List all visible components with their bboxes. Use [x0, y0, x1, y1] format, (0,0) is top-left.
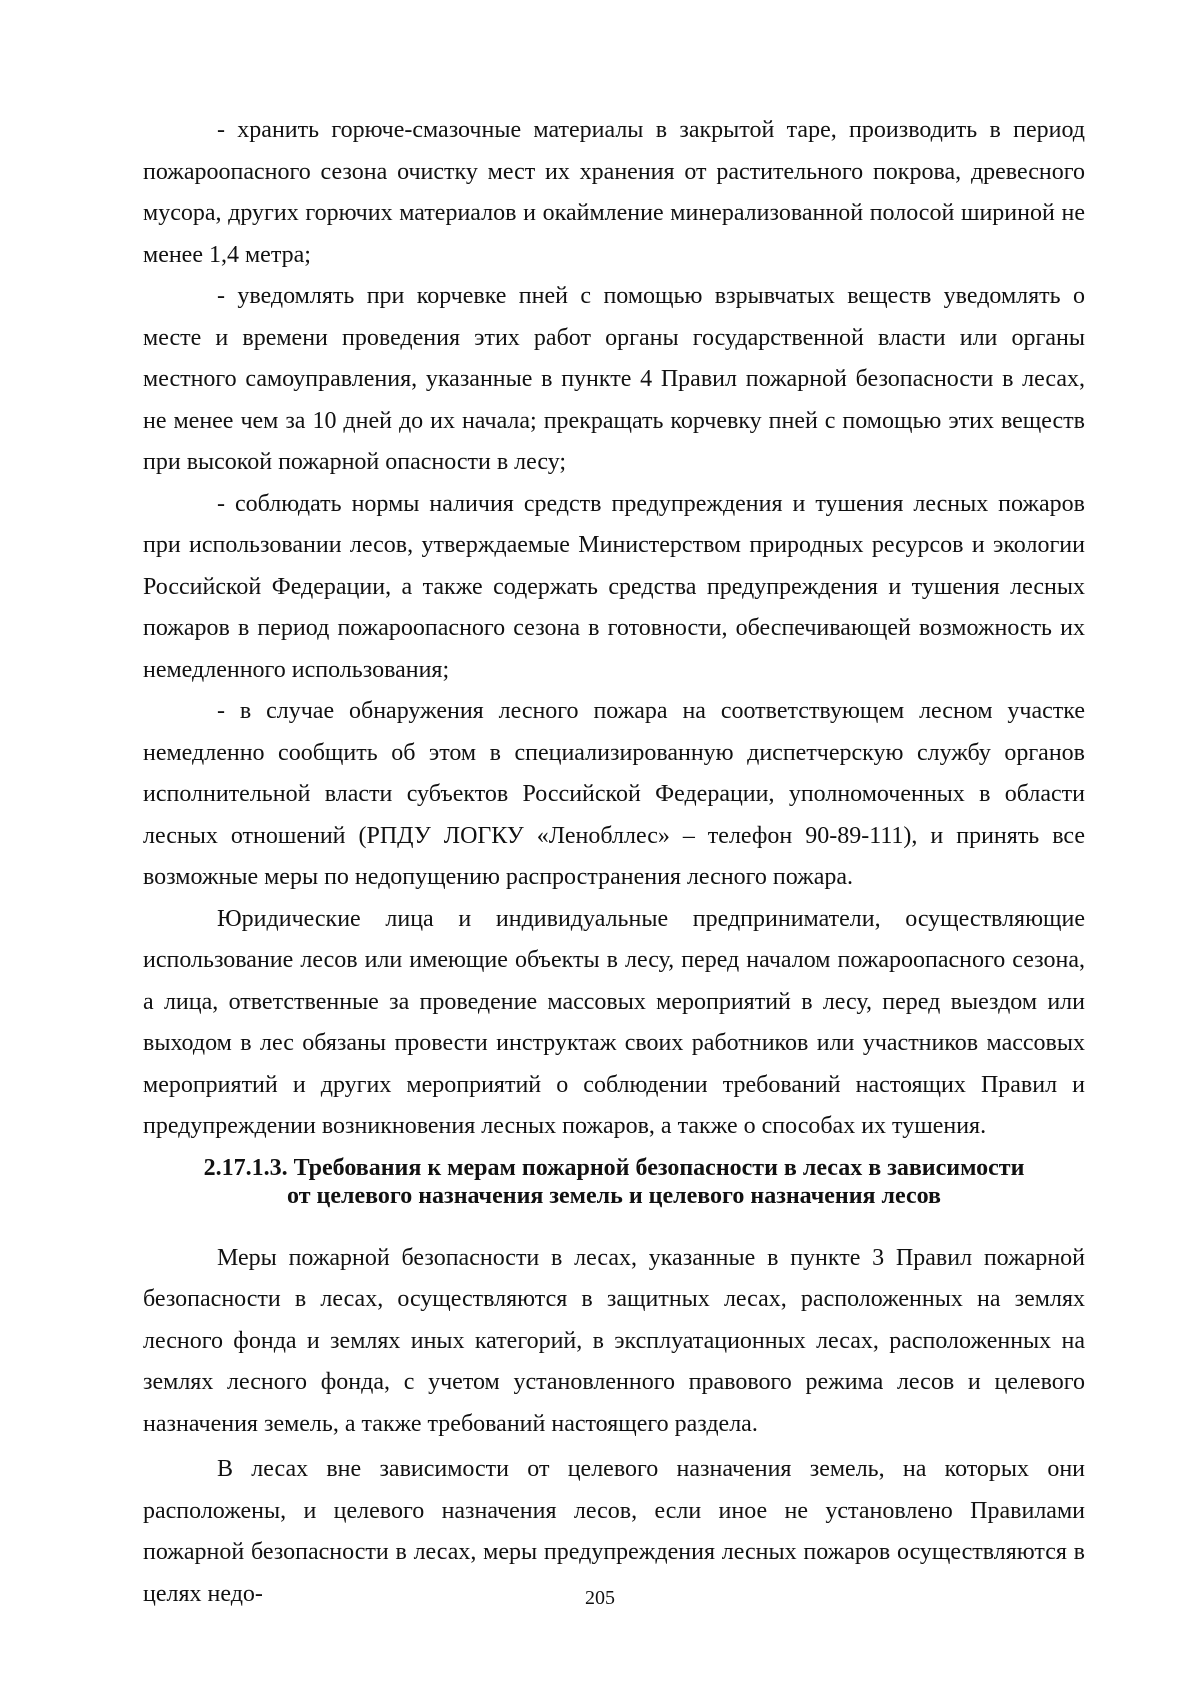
section-heading-line-2: от целевого назначения земель и целевого назначения лесов: [287, 1182, 941, 1209]
paragraph-fire-safety-measures: Меры пожарной безопасности в лесах, указанные в пункте 3 Правил пожарной безопасности в лесах, осуществляются в защитных лесах, расположенных на землях лесного фонда и землях иных категорий, в эксплуатационных лесах, расположенных на землях лесного фонда, с учетом установленного правового режима лесов и целевого назначения земель, а также требований настоящего раздела.: [143, 1244, 1085, 1437]
paragraph-fire-equipment-norms: - соблюдать нормы наличия средств предупреждения и тушения лесных пожаров при использовании лесов, утверждаемые Министерством природных ресурсов и экологии Российской Федерации, а также содержать средства предупреждения и тушения лесных пожаров в период пожароопасного сезона в готовности, обеспечивающей возможность их немедленного использования;: [143, 490, 1085, 683]
paragraph-fire-reporting: - в случае обнаружения лесного пожара на соответствующем лесном участке немедленно сообщить об этом в специализированную диспетчерскую службу органов исполнительной власти субъектов Российской Федерации, уполномоченных в области лесных отношений (РПДУ ЛОГКУ «Ленобллес» – телефон 90-89-111), и принять все возможные меры по недопущению распространения лесного пожара.: [143, 698, 1085, 890]
page-number: 205: [585, 1587, 615, 1609]
section-heading: [143, 1154, 1085, 1210]
document-page: [143, 110, 1085, 1615]
paragraph-prevention-measures: В лесах вне зависимости от целевого назначения земель, на которых они расположены, и целевого назначения лесов, если иное не установлено Правилами пожарной безопасности в лесах, меры предупреждения лесных пожаров осуществляются в целях недо-: [143, 1456, 1085, 1607]
paragraph-stump-explosives: - уведомлять при корчевке пней с помощью взрывчатых веществ уведомлять о месте и времени проведения этих работ органы государственной власти или органы местного самоуправления, указанные в пункте 4 Правил пожарной безопасности в лесах, не менее чем за 10 дней до их начала; прекращать корчевку пней с помощью этих веществ при высокой пожарной опасности в лесу;: [143, 283, 1085, 475]
paragraph-briefing-obligation: Юридические лица и индивидуальные предприниматели, осуществляющие использование лесов или имеющие объекты в лесу, перед началом пожароопасного сезона, а лица, ответственные за проведение массовых мероприятий в лесу, перед выездом или выходом в лес обязаны провести инструктаж своих работников или участников массовых мероприятий и других мероприятий о соблюдении требований настоящих Правил и предупреждении возникновения лесных пожаров, а также о способах их тушения.: [143, 905, 1085, 1139]
paragraph-fuel-storage: - хранить горюче-смазочные материалы в закрытой таре, производить в период пожароопасного сезона очистку мест их хранения от растительного покрова, древесного мусора, других горючих материалов и окаймление минерализованной полосой шириной не менее 1,4 метра;: [143, 117, 1085, 268]
section-heading-line-1: 2.17.1.3. Требования к мерам пожарной безопасности в лесах в зависимости: [203, 1154, 1025, 1181]
